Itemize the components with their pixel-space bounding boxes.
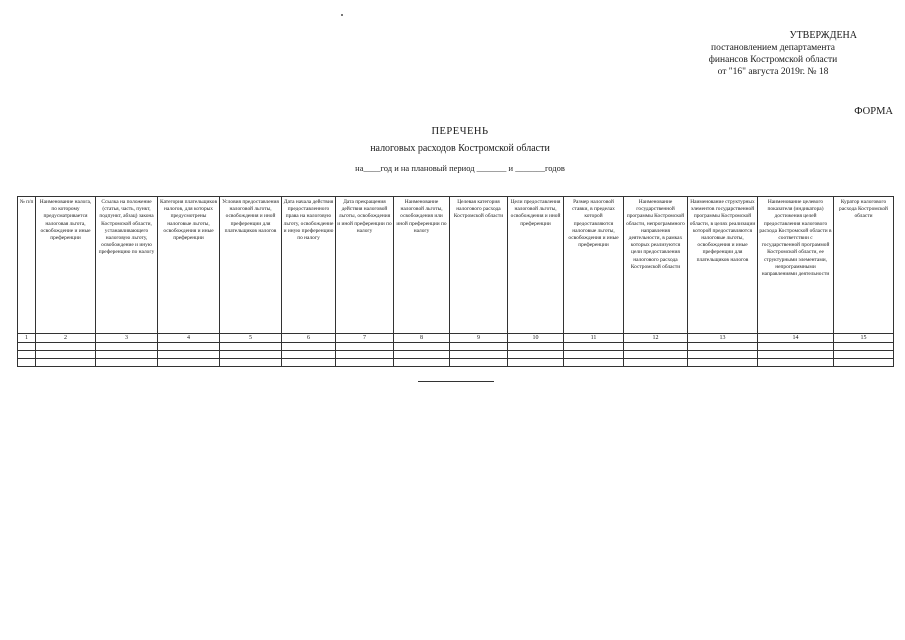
column-number-row	[18, 334, 894, 343]
column-header: Наименование налоговой льготы, освобождения или иной преференции по налогу	[394, 197, 450, 334]
table-cell	[282, 351, 336, 359]
table-cell	[36, 351, 96, 359]
table-cell	[336, 343, 394, 351]
column-number: 5	[220, 334, 282, 343]
table-cell	[624, 351, 688, 359]
table-cell	[336, 351, 394, 359]
column-header: Условия предоставления налоговой льготы, освобождения и иной преференции для плательщиков налогов	[220, 197, 282, 334]
approval-line-3: от "16" августа 2019г. № 18	[717, 67, 829, 77]
column-header: Наименование целевого показателя (индикатора) достижения целей предоставления налогового расхода Костромской области в соответствии с государственной программой Костромской области, ее структурными элементами, непрограммными направлениями деятельности	[758, 197, 834, 334]
column-number: 4	[158, 334, 220, 343]
column-number: 14	[758, 334, 834, 343]
table-cell	[450, 343, 508, 351]
column-header: Дата прекращения действия налоговой льготы, освобождения и иной преференции по налогу	[336, 197, 394, 334]
approval-line-2: финансов Костромской области	[708, 55, 838, 65]
column-number: 3	[96, 334, 158, 343]
table-cell	[394, 343, 450, 351]
table-row	[18, 343, 894, 351]
table-cell	[158, 351, 220, 359]
table-cell	[758, 343, 834, 351]
table-cell	[564, 359, 624, 367]
table-cell	[96, 343, 158, 351]
form-label: ФОРМА	[854, 106, 893, 117]
table-cell	[282, 359, 336, 367]
table-cell	[394, 351, 450, 359]
table-cell	[508, 351, 564, 359]
column-number: 6	[282, 334, 336, 343]
column-header: Цели предоставления налоговой льготы, освобождения и иной преференции	[508, 197, 564, 334]
table-cell	[18, 359, 36, 367]
table-cell	[96, 359, 158, 367]
column-header: Наименование налога, по которому предусматривается налоговая льгота, освобождение и иные преференции	[36, 197, 96, 334]
table-cell	[450, 359, 508, 367]
period-line: на____год и на плановый период _______ и _______годов	[355, 163, 565, 173]
table-cell	[36, 343, 96, 351]
table-cell	[564, 351, 624, 359]
document-title: ПЕРЕЧЕНЬ	[431, 126, 489, 137]
table-cell	[282, 343, 336, 351]
column-number: 1	[18, 334, 36, 343]
table-row	[18, 359, 894, 367]
column-number: 9	[450, 334, 508, 343]
table-cell	[758, 351, 834, 359]
approval-heading: УТВЕРЖДЕНА	[789, 30, 857, 41]
column-number: 13	[688, 334, 758, 343]
column-number: 10	[508, 334, 564, 343]
table-cell	[758, 359, 834, 367]
approval-line-1: постановлением департамента	[711, 43, 835, 53]
table-cell	[158, 343, 220, 351]
scan-speck	[341, 14, 343, 16]
table-cell	[220, 343, 282, 351]
table-cell	[18, 351, 36, 359]
table-cell	[688, 343, 758, 351]
column-header: Целевая категория налогового расхода Костромской области	[450, 197, 508, 334]
table-cell	[564, 343, 624, 351]
column-header: Наименование структурных элементов государственной программы Костромской области, в целях реализации которой предоставляются налоговые льготы, освобождения и иные преференции для плательщиков налогов	[688, 197, 758, 334]
column-header: Куратор налогового расхода Костромской области	[834, 197, 894, 334]
table-cell	[688, 351, 758, 359]
table-cell	[834, 351, 894, 359]
table-cell	[394, 359, 450, 367]
column-number: 11	[564, 334, 624, 343]
table-cell	[624, 343, 688, 351]
column-number: 12	[624, 334, 688, 343]
column-number: 2	[36, 334, 96, 343]
column-number: 7	[336, 334, 394, 343]
column-header: Дата начала действия предоставленного права на налоговую льготу, освобождение и иную преференцию по налогу	[282, 197, 336, 334]
table-cell	[834, 343, 894, 351]
column-header: Категория плательщиков налогов, для которых предусмотрены налоговые льготы, освобождения и иные преференции	[158, 197, 220, 334]
table-cell	[18, 343, 36, 351]
table-cell	[508, 359, 564, 367]
table-cell	[220, 351, 282, 359]
column-header: № п/п	[18, 197, 36, 334]
table-row	[18, 351, 894, 359]
document-subtitle: налоговых расходов Костромской области	[370, 143, 550, 154]
table-header-row	[18, 197, 894, 334]
document-title-block	[280, 126, 640, 173]
table-cell	[688, 359, 758, 367]
column-header: Ссылка на положение (статья, часть, пункт, подпункт, абзац) закона Костромской области, устанавливающего налоговую льготу, освобождение и иную преференцию по налогу	[96, 197, 158, 334]
table-cell	[220, 359, 282, 367]
table-cell	[336, 359, 394, 367]
table-cell	[450, 351, 508, 359]
approval-block	[683, 30, 863, 78]
tax-expenditure-table	[17, 196, 894, 367]
column-number: 8	[394, 334, 450, 343]
table-cell	[96, 351, 158, 359]
signature-line	[418, 381, 494, 382]
column-header: Наименование государственной программы Костромской области, непрограммного направления деятельности, в рамках которых реализуются цели предоставления налогового расхода Костромской области	[624, 197, 688, 334]
column-header: Размер налоговой ставки, в пределах которой предоставляются налоговые льготы, освобождения и иные преференции	[564, 197, 624, 334]
table-cell	[36, 359, 96, 367]
column-number: 15	[834, 334, 894, 343]
table-cell	[158, 359, 220, 367]
table-cell	[624, 359, 688, 367]
table-cell	[834, 359, 894, 367]
table-cell	[508, 343, 564, 351]
